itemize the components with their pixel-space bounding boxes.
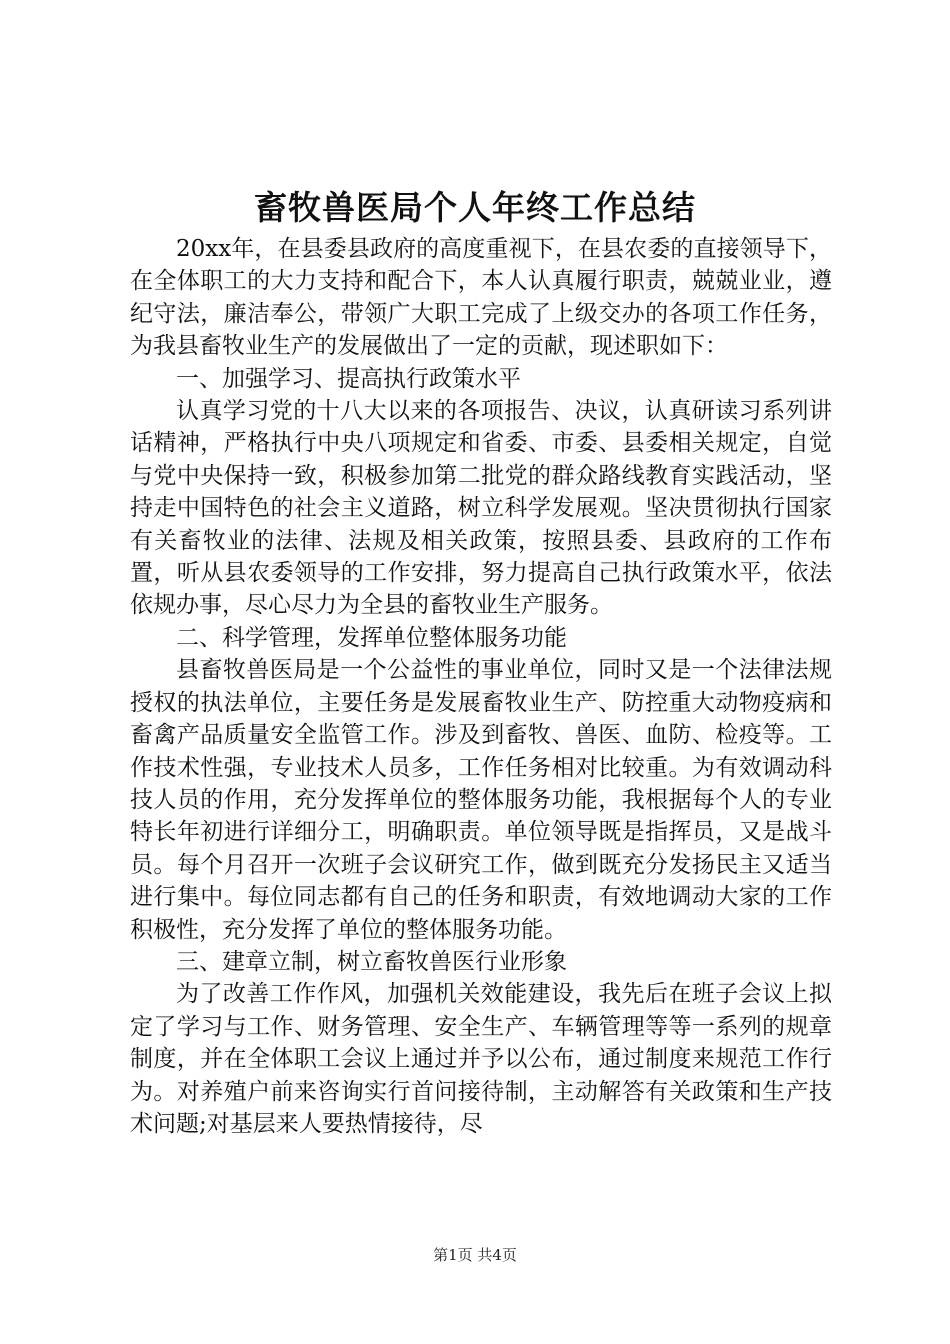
- section-heading-1: 一、加强学习、提高执行政策水平: [176, 365, 521, 392]
- section-heading-2: 二、科学管理，发挥单位整体服务功能: [176, 624, 567, 651]
- paragraph-section-3: 为了改善工作作风，加强机关效能建设，我先后在班子会议上拟定了学习与工作、财务管理、安全生产、车辆管理等等一系列的规章制度，并在全体职工会议上通过并予以公布，通过制度来规范工作行为。对养殖户前来咨询实行首问接待制，主动解答有关政策和生产技术问题;对基层来人要热情接待，尽: [130, 981, 832, 1137]
- section-heading-3: 三、建章立制，树立畜牧兽医行业形象: [176, 948, 567, 975]
- paragraph-section-2: 县畜牧兽医局是一个公益性的事业单位，同时又是一个法律法规授权的执法单位，主要任务是发展畜牧业生产、防控重大动物疫病和畜禽产品质量安全监管工作。涉及到畜牧、兽医、血防、检疫等。工作技术性强，专业技术人员多，工作任务相对比较重。为有效调动科技人员的作用，充分发挥单位的整体服务功能，我根据每个人的专业特长年初进行详细分工，明确职责。单位领导既是指挥员，又是战斗员。每个月召开一次班子会议研究工作，做到既充分发扬民主又适当进行集中。每位同志都有自己的任务和职责，有效地调动大家的工作积极性，充分发挥了单位的整体服务功能。: [130, 657, 832, 943]
- document-body: [130, 233, 832, 1140]
- document-title: 畜牧兽医局个人年终工作总结: [254, 188, 696, 227]
- paragraph-intro: 20xx年，在县委县政府的高度重视下，在县农委的直接领导下，在全体职工的大力支持和配合下，本人认真履行职责，兢兢业业，遵纪守法，廉洁奉公，带领广大职工完成了上级交办的各项工作任务，为我县畜牧业生产的发展做出了一定的贡献，现述职如下：: [130, 236, 832, 360]
- page-number-footer: 第1页 共4页: [433, 1246, 517, 1264]
- paragraph-section-1: 认真学习党的十八大以来的各项报告、决议，认真研读习系列讲话精神，严格执行中央八项规定和省委、市委、县委相关规定，自觉与党中央保持一致，积极参加第二批党的群众路线教育实践活动，坚持走中国特色的社会主义道路，树立科学发展观。坚决贯彻执行国家有关畜牧业的法律、法规及相关政策，按照县委、县政府的工作布置，听从县农委领导的工作安排，努力提高自己执行政策水平，依法依规办事，尽心尽力为全县的畜牧业生产服务。: [130, 398, 832, 619]
